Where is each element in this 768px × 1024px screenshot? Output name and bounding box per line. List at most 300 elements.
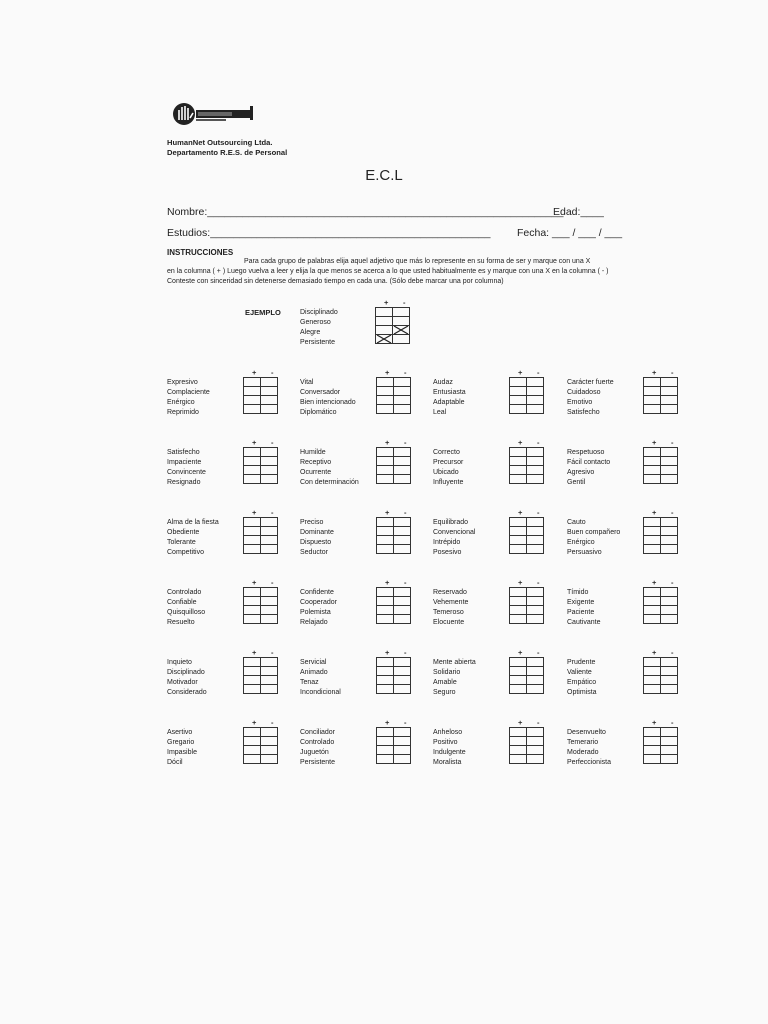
adjective-word: Conciliador	[300, 729, 336, 736]
mark-cell-minus[interactable]	[261, 597, 278, 606]
example-plus-label: +	[384, 298, 389, 307]
adjective-word: Complaciente	[167, 389, 210, 396]
mark-cell-minus[interactable]	[661, 387, 678, 396]
mark-cell-minus[interactable]	[261, 378, 278, 387]
adjective-word: Gregario	[167, 739, 195, 746]
mark-cell-minus[interactable]	[661, 755, 678, 764]
minus-column-label: -	[671, 508, 674, 517]
adjective-word: Tolerante	[167, 539, 196, 546]
adjective-group	[567, 448, 610, 488]
mark-cell-plus[interactable]	[510, 737, 527, 746]
mark-cell-minus[interactable]	[261, 457, 278, 466]
plus-column-label: +	[652, 368, 657, 377]
mark-cell-minus[interactable]	[661, 728, 678, 737]
mark-cell-minus[interactable]	[527, 676, 544, 685]
adjective-word: Seguro	[433, 689, 456, 696]
mark-cell-minus[interactable]	[527, 746, 544, 755]
adjective-group	[567, 728, 611, 768]
mark-cell-minus[interactable]	[527, 536, 544, 545]
mark-cell-plus[interactable]	[377, 387, 394, 396]
mark-cell-plus[interactable]	[644, 518, 661, 527]
minus-column-label: -	[537, 368, 540, 377]
mark-grid	[509, 657, 544, 694]
form-title: E.C.L	[365, 167, 403, 184]
adjective-word: Positivo	[433, 739, 458, 746]
adjective-word: Fácil contacto	[567, 459, 611, 466]
adjective-group	[433, 518, 475, 558]
adjective-word: Elocuente	[433, 619, 465, 626]
mark-grid	[243, 727, 278, 764]
mark-cell-plus[interactable]	[377, 667, 394, 676]
mark-cell-minus[interactable]	[527, 658, 544, 667]
mark-cell-minus[interactable]	[394, 676, 411, 685]
mark-cell-minus[interactable]	[527, 597, 544, 606]
mark-cell-plus[interactable]	[644, 597, 661, 606]
minus-column-label: -	[671, 368, 674, 377]
mark-cell-minus[interactable]	[527, 378, 544, 387]
mark-cell-plus[interactable]	[644, 396, 661, 405]
plus-column-label: +	[252, 508, 257, 517]
mark-cell-plus[interactable]	[377, 606, 394, 615]
example-cell	[393, 308, 410, 317]
mark-cell-plus[interactable]	[644, 746, 661, 755]
plus-column-label: +	[252, 438, 257, 447]
adjective-word: Diplomático	[300, 409, 337, 416]
adjective-word: Persistente	[300, 759, 336, 766]
mark-cell-minus[interactable]	[661, 685, 678, 694]
instructions-text	[167, 257, 687, 287]
mark-cell-plus[interactable]	[377, 396, 394, 405]
instructions-line-1: Para cada grupo de palabras elija aquel adjetivo que más lo represente en su forma de ser y marque con una X	[244, 258, 591, 265]
mark-cell-minus[interactable]	[527, 728, 544, 737]
mark-cell-plus[interactable]	[644, 615, 661, 624]
mark-cell-plus[interactable]	[510, 597, 527, 606]
mark-cell-plus[interactable]	[377, 378, 394, 387]
mark-cell-plus[interactable]	[644, 527, 661, 536]
mark-cell-plus[interactable]	[510, 378, 527, 387]
mark-cell-plus[interactable]	[510, 606, 527, 615]
adjective-word: Dominante	[300, 529, 334, 536]
mark-cell-minus[interactable]	[661, 658, 678, 667]
mark-cell-minus[interactable]	[527, 606, 544, 615]
mark-cell-minus[interactable]	[394, 667, 411, 676]
mark-cell-minus[interactable]	[661, 746, 678, 755]
mark-cell-minus[interactable]	[261, 615, 278, 624]
mark-cell-minus[interactable]	[261, 527, 278, 536]
mark-cell-minus[interactable]	[394, 405, 411, 414]
mark-cell-plus[interactable]	[244, 597, 261, 606]
mark-cell-minus[interactable]	[661, 448, 678, 457]
mark-cell-minus[interactable]	[394, 597, 411, 606]
mark-grid	[376, 517, 411, 554]
mark-cell-plus[interactable]	[644, 658, 661, 667]
mark-cell-plus[interactable]	[377, 746, 394, 755]
mark-cell-plus[interactable]	[244, 658, 261, 667]
mark-cell-minus[interactable]	[261, 466, 278, 475]
mark-cell-plus[interactable]	[510, 588, 527, 597]
mark-cell-plus[interactable]	[377, 466, 394, 475]
mark-cell-plus[interactable]	[510, 396, 527, 405]
adjective-word: Reservado	[433, 589, 467, 596]
mark-cell-minus[interactable]	[394, 396, 411, 405]
mark-cell-plus[interactable]	[377, 597, 394, 606]
mark-cell-minus[interactable]	[661, 475, 678, 484]
adjective-word: Entusiasta	[433, 389, 466, 396]
adjective-group	[433, 448, 463, 488]
mark-cell-plus[interactable]	[510, 518, 527, 527]
mark-cell-plus[interactable]	[510, 676, 527, 685]
example-cell	[393, 317, 410, 326]
mark-cell-minus[interactable]	[261, 405, 278, 414]
mark-cell-plus[interactable]	[244, 606, 261, 615]
mark-cell-minus[interactable]	[394, 658, 411, 667]
mark-cell-plus[interactable]	[510, 545, 527, 554]
mark-cell-minus[interactable]	[527, 448, 544, 457]
mark-cell-plus[interactable]	[244, 728, 261, 737]
adjective-word: Convincente	[167, 469, 206, 476]
adjective-word: Ocurrente	[300, 469, 332, 476]
mark-cell-plus[interactable]	[510, 615, 527, 624]
mark-cell-minus[interactable]	[261, 387, 278, 396]
mark-cell-minus[interactable]	[661, 588, 678, 597]
minus-column-label: -	[271, 508, 274, 517]
mark-cell-plus[interactable]	[510, 728, 527, 737]
adjective-word: Controlado	[300, 739, 335, 746]
mark-cell-minus[interactable]	[661, 527, 678, 536]
mark-cell-minus[interactable]	[394, 746, 411, 755]
plus-column-label: +	[518, 508, 523, 517]
mark-cell-plus[interactable]	[510, 755, 527, 764]
mark-cell-minus[interactable]	[527, 667, 544, 676]
plus-column-label: +	[385, 368, 390, 377]
mark-cell-plus[interactable]	[244, 667, 261, 676]
mark-grid	[509, 727, 544, 764]
mark-cell-minus[interactable]	[394, 448, 411, 457]
mark-cell-minus[interactable]	[527, 685, 544, 694]
mark-cell-plus[interactable]	[377, 737, 394, 746]
minus-column-label: -	[404, 368, 407, 377]
mark-cell-plus[interactable]	[244, 466, 261, 475]
minus-column-label: -	[404, 438, 407, 447]
fecha-field[interactable]: Fecha: ___ / ___ / ___	[517, 227, 623, 239]
mark-cell-minus[interactable]	[661, 606, 678, 615]
mark-cell-plus[interactable]	[644, 448, 661, 457]
mark-grid	[643, 447, 678, 484]
mark-cell-plus[interactable]	[244, 457, 261, 466]
mark-cell-minus[interactable]	[661, 676, 678, 685]
adjective-word: Posesivo	[433, 549, 462, 556]
mark-cell-minus[interactable]	[261, 685, 278, 694]
mark-cell-plus[interactable]	[377, 615, 394, 624]
mark-grid	[509, 447, 544, 484]
mark-cell-plus[interactable]	[377, 475, 394, 484]
mark-grid	[243, 587, 278, 624]
adjective-word: Ubicado	[433, 469, 459, 476]
example-words	[300, 308, 338, 348]
mark-cell-plus[interactable]	[244, 676, 261, 685]
plus-column-label: +	[518, 438, 523, 447]
adjective-word: Impaciente	[167, 459, 202, 466]
adjective-word: Cauto	[567, 519, 586, 526]
mark-cell-plus[interactable]	[377, 658, 394, 667]
mark-cell-plus[interactable]	[644, 676, 661, 685]
mark-cell-plus[interactable]	[244, 685, 261, 694]
adjective-group	[567, 518, 620, 558]
adjective-word: Confidente	[300, 589, 334, 596]
mark-cell-plus[interactable]	[244, 448, 261, 457]
mark-cell-minus[interactable]	[527, 588, 544, 597]
mark-cell-plus[interactable]	[644, 378, 661, 387]
mark-cell-plus[interactable]	[644, 475, 661, 484]
mark-cell-minus[interactable]	[261, 588, 278, 597]
mark-cell-minus[interactable]	[527, 755, 544, 764]
adjective-word: Cooperador	[300, 599, 337, 606]
mark-cell-minus[interactable]	[661, 545, 678, 554]
company-logo	[172, 100, 256, 128]
adjective-word: Bien intencionado	[300, 399, 356, 406]
mark-grid	[509, 377, 544, 414]
mark-cell-plus[interactable]	[510, 457, 527, 466]
mark-cell-plus[interactable]	[377, 405, 394, 414]
plus-column-label: +	[385, 648, 390, 657]
mark-cell-minus[interactable]	[661, 615, 678, 624]
mark-cell-minus[interactable]	[661, 518, 678, 527]
mark-cell-plus[interactable]	[510, 448, 527, 457]
minus-column-label: -	[271, 578, 274, 587]
mark-cell-plus[interactable]	[644, 685, 661, 694]
mark-cell-minus[interactable]	[661, 667, 678, 676]
mark-cell-plus[interactable]	[644, 667, 661, 676]
mark-cell-minus[interactable]	[261, 658, 278, 667]
mark-cell-minus[interactable]	[261, 737, 278, 746]
adjective-word: Correcto	[433, 449, 460, 456]
mark-cell-plus[interactable]	[377, 448, 394, 457]
mark-cell-minus[interactable]	[527, 466, 544, 475]
adjective-word: Perfeccionista	[567, 759, 611, 766]
minus-column-label: -	[671, 438, 674, 447]
mark-cell-minus[interactable]	[394, 457, 411, 466]
adjective-word: Dispuesto	[300, 539, 332, 546]
minus-column-label: -	[537, 648, 540, 657]
adjective-word: Expresivo	[167, 379, 198, 386]
mark-cell-minus[interactable]	[527, 615, 544, 624]
mark-cell-plus[interactable]	[644, 606, 661, 615]
mark-cell-plus[interactable]	[510, 466, 527, 475]
mark-cell-plus[interactable]	[377, 518, 394, 527]
mark-cell-plus[interactable]	[644, 737, 661, 746]
adjective-word: Resignado	[167, 479, 201, 486]
plus-column-label: +	[652, 648, 657, 657]
mark-cell-plus[interactable]	[510, 746, 527, 755]
adjective-word: Equilibrado	[433, 519, 469, 526]
mark-cell-minus[interactable]	[261, 396, 278, 405]
adjective-word: Emotivo	[567, 399, 593, 406]
edad-field[interactable]: Edad:____	[553, 206, 604, 218]
mark-cell-plus[interactable]	[510, 475, 527, 484]
mark-cell-minus[interactable]	[394, 536, 411, 545]
mark-cell-plus[interactable]	[510, 536, 527, 545]
mark-cell-plus[interactable]	[377, 685, 394, 694]
mark-cell-plus[interactable]	[510, 685, 527, 694]
mark-cell-plus[interactable]	[644, 536, 661, 545]
mark-cell-minus[interactable]	[527, 518, 544, 527]
adjective-word: Polemista	[300, 609, 331, 616]
mark-cell-minus[interactable]	[394, 545, 411, 554]
mark-cell-plus[interactable]	[244, 405, 261, 414]
adjective-word: Alma de la fiesta	[167, 519, 219, 526]
mark-cell-minus[interactable]	[261, 536, 278, 545]
adjective-word: Satisfecho	[167, 449, 200, 456]
adjective-word: Cuidadoso	[567, 389, 601, 396]
mark-cell-plus[interactable]	[377, 728, 394, 737]
adjective-word: Audaz	[433, 379, 453, 386]
mark-cell-minus[interactable]	[394, 588, 411, 597]
mark-cell-minus[interactable]	[261, 448, 278, 457]
adjective-word: Enérgico	[567, 539, 595, 546]
mark-cell-minus[interactable]	[527, 405, 544, 414]
mark-cell-plus[interactable]	[244, 527, 261, 536]
mark-cell-plus[interactable]	[510, 387, 527, 396]
mark-cell-plus[interactable]	[510, 405, 527, 414]
mark-cell-minus[interactable]	[261, 667, 278, 676]
mark-cell-minus[interactable]	[261, 518, 278, 527]
mark-cell-plus[interactable]	[244, 545, 261, 554]
mark-grid	[376, 587, 411, 624]
adjective-word: Satisfecho	[567, 409, 600, 416]
mark-cell-minus[interactable]	[661, 597, 678, 606]
mark-cell-minus[interactable]	[527, 457, 544, 466]
mark-cell-plus[interactable]	[244, 536, 261, 545]
mark-cell-plus[interactable]	[644, 405, 661, 414]
mark-cell-minus[interactable]	[394, 755, 411, 764]
plus-column-label: +	[518, 648, 523, 657]
mark-grid	[376, 377, 411, 414]
mark-cell-minus[interactable]	[661, 378, 678, 387]
mark-cell-plus[interactable]	[644, 588, 661, 597]
mark-grid	[643, 587, 678, 624]
adjective-word: Empático	[567, 679, 597, 686]
mark-cell-plus[interactable]	[644, 755, 661, 764]
instructions-line-3: Conteste con sinceridad sin detenerse demasiado tiempo en cada una. (Sólo debe marcar una por columna)	[167, 278, 504, 285]
mark-cell-minus[interactable]	[661, 396, 678, 405]
example-x-mark-minus	[393, 326, 410, 335]
adjective-word: Moralista	[433, 759, 462, 766]
mark-cell-minus[interactable]	[661, 457, 678, 466]
mark-cell-minus[interactable]	[394, 737, 411, 746]
adjective-word: Confiable	[167, 599, 197, 606]
mark-cell-plus[interactable]	[644, 728, 661, 737]
mark-cell-minus[interactable]	[394, 475, 411, 484]
adjective-group	[167, 658, 207, 698]
mark-cell-minus[interactable]	[527, 527, 544, 536]
mark-cell-plus[interactable]	[377, 588, 394, 597]
example-word: Alegre	[300, 329, 321, 336]
mark-cell-plus[interactable]	[244, 387, 261, 396]
adjective-group	[167, 588, 205, 628]
mark-cell-minus[interactable]	[394, 728, 411, 737]
adjective-word: Enérgico	[167, 399, 195, 406]
mark-cell-plus[interactable]	[244, 755, 261, 764]
mark-cell-minus[interactable]	[527, 737, 544, 746]
mark-cell-minus[interactable]	[261, 676, 278, 685]
mark-cell-plus[interactable]	[644, 545, 661, 554]
mark-cell-minus[interactable]	[261, 746, 278, 755]
mark-cell-plus[interactable]	[244, 588, 261, 597]
mark-cell-plus[interactable]	[510, 527, 527, 536]
mark-cell-minus[interactable]	[261, 606, 278, 615]
mark-cell-plus[interactable]	[244, 378, 261, 387]
mark-grid	[643, 727, 678, 764]
adjective-group	[567, 588, 600, 628]
mark-cell-plus[interactable]	[377, 457, 394, 466]
estudios-field[interactable]: Estudios:________________________________________________	[167, 227, 491, 239]
mark-cell-plus[interactable]	[244, 518, 261, 527]
plus-column-label: +	[652, 508, 657, 517]
mark-cell-plus[interactable]	[244, 746, 261, 755]
mark-cell-minus[interactable]	[394, 466, 411, 475]
mark-cell-minus[interactable]	[394, 527, 411, 536]
mark-cell-minus[interactable]	[527, 387, 544, 396]
mark-cell-minus[interactable]	[661, 405, 678, 414]
mark-grid	[243, 657, 278, 694]
mark-cell-minus[interactable]	[661, 466, 678, 475]
minus-column-label: -	[404, 508, 407, 517]
mark-cell-plus[interactable]	[244, 615, 261, 624]
minus-column-label: -	[671, 718, 674, 727]
mark-cell-minus[interactable]	[661, 737, 678, 746]
plus-column-label: +	[518, 718, 523, 727]
mark-cell-plus[interactable]	[244, 396, 261, 405]
mark-cell-minus[interactable]	[527, 475, 544, 484]
mark-cell-minus[interactable]	[394, 615, 411, 624]
mark-cell-minus[interactable]	[394, 685, 411, 694]
department-name: Departamento R.E.S. de Personal	[167, 148, 288, 157]
mark-cell-plus[interactable]	[377, 676, 394, 685]
adjective-word: Vital	[300, 379, 314, 386]
mark-cell-plus[interactable]	[377, 545, 394, 554]
minus-column-label: -	[671, 578, 674, 587]
mark-cell-minus[interactable]	[261, 755, 278, 764]
adjective-word: Exigente	[567, 599, 595, 606]
adjective-word: Agresivo	[567, 469, 595, 476]
mark-cell-plus[interactable]	[644, 457, 661, 466]
mark-cell-minus[interactable]	[527, 396, 544, 405]
nombre-field[interactable]: Nombre:_____________________________________________________________	[167, 206, 564, 218]
mark-cell-minus[interactable]	[261, 728, 278, 737]
mark-cell-plus[interactable]	[510, 658, 527, 667]
plus-column-label: +	[252, 578, 257, 587]
minus-column-label: -	[271, 438, 274, 447]
mark-cell-plus[interactable]	[244, 737, 261, 746]
mark-cell-plus[interactable]	[377, 527, 394, 536]
mark-cell-minus[interactable]	[394, 606, 411, 615]
mark-cell-plus[interactable]	[377, 755, 394, 764]
mark-cell-plus[interactable]	[377, 536, 394, 545]
mark-cell-plus[interactable]	[644, 387, 661, 396]
mark-cell-minus[interactable]	[661, 536, 678, 545]
mark-cell-minus[interactable]	[394, 387, 411, 396]
example-word: Persistente	[300, 339, 336, 346]
mark-cell-minus[interactable]	[261, 545, 278, 554]
mark-cell-minus[interactable]	[527, 545, 544, 554]
mark-cell-plus[interactable]	[510, 667, 527, 676]
mark-cell-minus[interactable]	[261, 475, 278, 484]
adjective-group	[433, 658, 476, 698]
mark-cell-minus[interactable]	[394, 378, 411, 387]
mark-cell-plus[interactable]	[244, 475, 261, 484]
mark-cell-plus[interactable]	[644, 466, 661, 475]
mark-cell-minus[interactable]	[394, 518, 411, 527]
